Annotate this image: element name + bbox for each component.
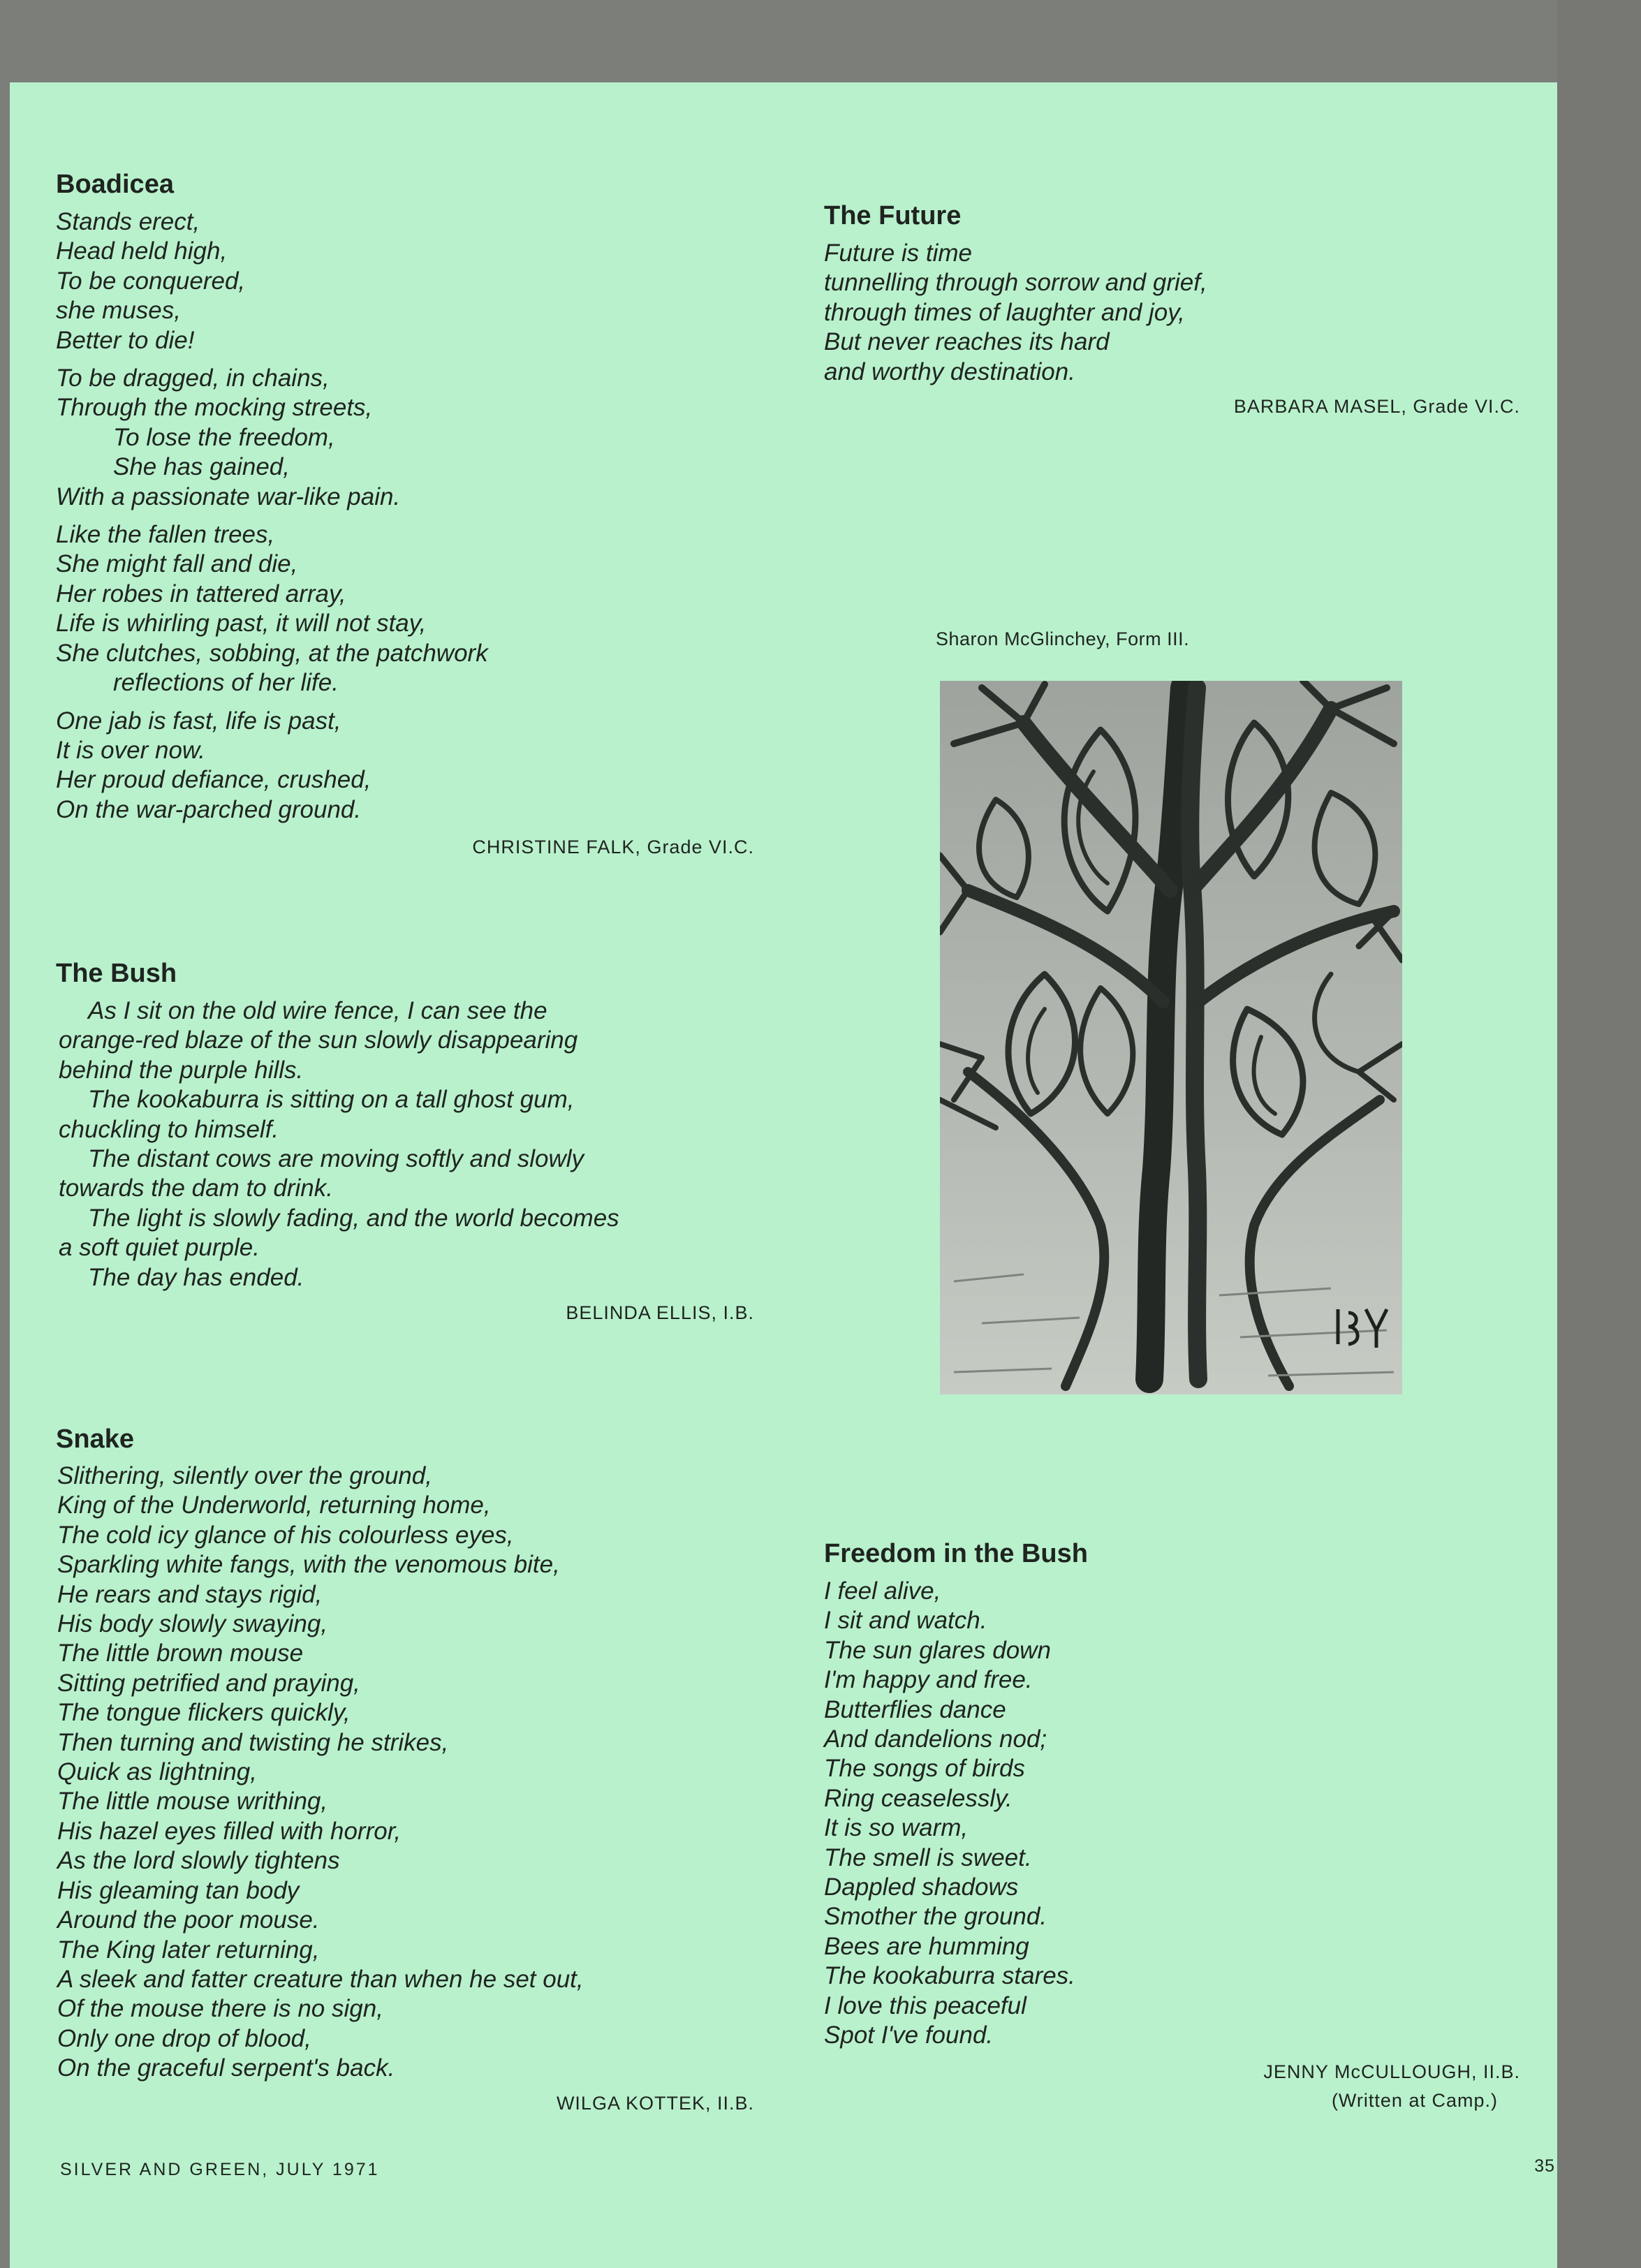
poem-title-the-future: The Future — [824, 201, 962, 230]
poem-line: Bees are humming — [824, 1932, 1029, 1960]
poem-line: To be conquered, — [56, 267, 246, 295]
poem-line: through times of laughter and joy, — [824, 298, 1185, 326]
poem-line: And dandelions nod; — [824, 1725, 1047, 1753]
poem-line: Through the mocking streets, — [56, 394, 373, 422]
tree-drawing-icon — [940, 681, 1402, 1394]
poem-line: tunnelling through sorrow and grief, — [824, 269, 1207, 297]
poem-line: The little mouse writhing, — [57, 1788, 328, 1816]
poem-line: orange-red blaze of the sun slowly disappearing — [59, 1026, 578, 1054]
poem-line: The songs of birds — [824, 1755, 1025, 1783]
poem-line: The light is slowly fading, and the world becomes — [88, 1204, 619, 1232]
poem-line: Smother the ground. — [824, 1903, 1047, 1931]
poem-line: I'm happy and free. — [824, 1666, 1033, 1694]
poem-line: A sleek and fatter creature than when he set out, — [57, 1965, 584, 1993]
page-number: 35 — [1534, 2156, 1555, 2176]
poem-line: I sit and watch. — [824, 1607, 987, 1635]
poem-line: As I sit on the old wire fence, I can see the — [88, 997, 547, 1024]
poem-line: One jab is fast, life is past, — [56, 707, 341, 735]
poem-line: The smell is sweet. — [824, 1843, 1032, 1871]
poem-line: a soft quiet purple. — [59, 1234, 260, 1262]
stanza — [56, 364, 488, 512]
poem-line: The cold icy glance of his colourless eyes, — [57, 1521, 514, 1549]
poem-line: towards the dam to drink. — [59, 1174, 333, 1202]
publication-footer: SILVER AND GREEN, JULY 1971 — [60, 2160, 380, 2179]
stanza — [56, 707, 488, 825]
poem-line: On the war-parched ground. — [56, 795, 362, 823]
poem-line: To lose the freedom, — [113, 423, 335, 451]
poem-line: With a passionate war-like pain. — [56, 483, 401, 510]
poem-line: The little brown mouse — [57, 1640, 304, 1667]
poem-line: The tongue flickers quickly, — [57, 1699, 351, 1727]
poem-line: reflections of her life. — [113, 669, 339, 697]
poem-line: She might fall and die, — [56, 550, 298, 578]
poem-line: His body slowly swaying, — [57, 1610, 328, 1638]
poem-body-snake — [57, 1461, 584, 2084]
poem-line: The day has ended. — [88, 1263, 304, 1291]
poem-title-the-bush: The Bush — [56, 959, 177, 988]
author-note-freedom: (Written at Camp.) — [1331, 2090, 1498, 2111]
poem-line: Quick as lightning, — [57, 1758, 257, 1786]
poem-line: Better to die! — [56, 326, 195, 354]
poem-title-freedom-in-the-bush: Freedom in the Bush — [824, 1539, 1088, 1568]
poem-line: Then turning and twisting he strikes, — [57, 1728, 449, 1756]
poem-line: Sitting petrified and praying, — [57, 1669, 360, 1697]
poem-line: Slithering, silently over the ground, — [57, 1462, 432, 1489]
author-byline-the-bush: BELINDA ELLIS, I.B. — [566, 1302, 754, 1323]
poem-line: Stands erect, — [56, 208, 200, 235]
author-byline-freedom: JENNY McCULLOUGH, II.B. — [1263, 2061, 1520, 2082]
stanza — [56, 207, 488, 355]
poem-line: Like the fallen trees, — [56, 521, 275, 549]
poem-line: King of the Underworld, returning home, — [57, 1492, 491, 1519]
poem-line: As the lord slowly tightens — [57, 1847, 340, 1875]
poem-line: Future is time — [824, 240, 972, 267]
poem-body-the-bush — [59, 996, 619, 1293]
stanza — [56, 520, 488, 698]
poem-line: behind the purple hills. — [59, 1056, 304, 1084]
poem-line: Life is whirling past, it will not stay, — [56, 610, 427, 638]
poem-line: Ring ceaselessly. — [824, 1784, 1013, 1812]
poem-line: The kookaburra stares. — [824, 1962, 1075, 1990]
poem-line: The King later returning, — [57, 1936, 320, 1964]
poem-line: Spot I've found. — [824, 2022, 994, 2049]
poem-line: Sparkling white fangs, with the venomous bite, — [57, 1551, 560, 1579]
poem-line: she muses, — [56, 297, 181, 325]
poem-line: Head held high, — [56, 237, 228, 265]
poem-line: and worthy destination. — [824, 358, 1075, 385]
poem-line: Only one drop of blood, — [57, 2024, 311, 2052]
poem-line: The distant cows are moving softly and slowly — [88, 1145, 584, 1173]
poem-line: chuckling to himself. — [59, 1115, 279, 1143]
poem-line: His gleaming tan body — [57, 1876, 300, 1904]
poem-line: On the graceful serpent's back. — [57, 2054, 395, 2082]
poem-line: He rears and stays rigid, — [57, 1580, 323, 1608]
author-byline-the-future: BARBARA MASEL, Grade VI.C. — [1233, 396, 1520, 417]
poem-line: I love this peaceful — [824, 1991, 1026, 2019]
poem-line: Of the mouse there is no sign, — [57, 1995, 383, 2023]
artwork-caption: Sharon McGlinchey, Form III. — [936, 628, 1190, 649]
poem-line: I feel alive, — [824, 1577, 941, 1605]
tree-artwork — [940, 681, 1402, 1394]
poem-line: It is over now. — [56, 736, 205, 764]
poem-body-the-future — [824, 239, 1207, 387]
poem-line: But never reaches its hard — [824, 328, 1110, 356]
poem-body-freedom-in-the-bush — [824, 1577, 1075, 2051]
poem-line: Butterflies dance — [824, 1695, 1006, 1723]
poem-line: She has gained, — [113, 453, 290, 481]
poem-body-boadicea — [56, 207, 488, 833]
poem-line: It is so warm, — [824, 1814, 969, 1842]
poem-line: Around the poor mouse. — [57, 1906, 320, 1934]
poem-line: To be dragged, in chains, — [56, 364, 330, 392]
poem-line: Dappled shadows — [824, 1873, 1019, 1901]
poem-title-snake: Snake — [56, 1424, 134, 1454]
poem-line: The sun glares down — [824, 1636, 1051, 1664]
poem-line: Her robes in tattered array, — [56, 580, 346, 608]
poem-line: The kookaburra is sitting on a tall ghost gum, — [88, 1086, 575, 1114]
author-byline-snake: WILGA KOTTEK, II.B. — [556, 2093, 754, 2114]
page-edge-shadow — [1557, 0, 1641, 2268]
poem-title-boadicea: Boadicea — [56, 170, 174, 199]
author-byline-boadicea: CHRISTINE FALK, Grade VI.C. — [472, 837, 754, 857]
poem-line: His hazel eyes filled with horror, — [57, 1817, 402, 1845]
poem-line: She clutches, sobbing, at the patchwork — [56, 639, 488, 667]
poem-line: Her proud defiance, crushed, — [56, 766, 371, 794]
